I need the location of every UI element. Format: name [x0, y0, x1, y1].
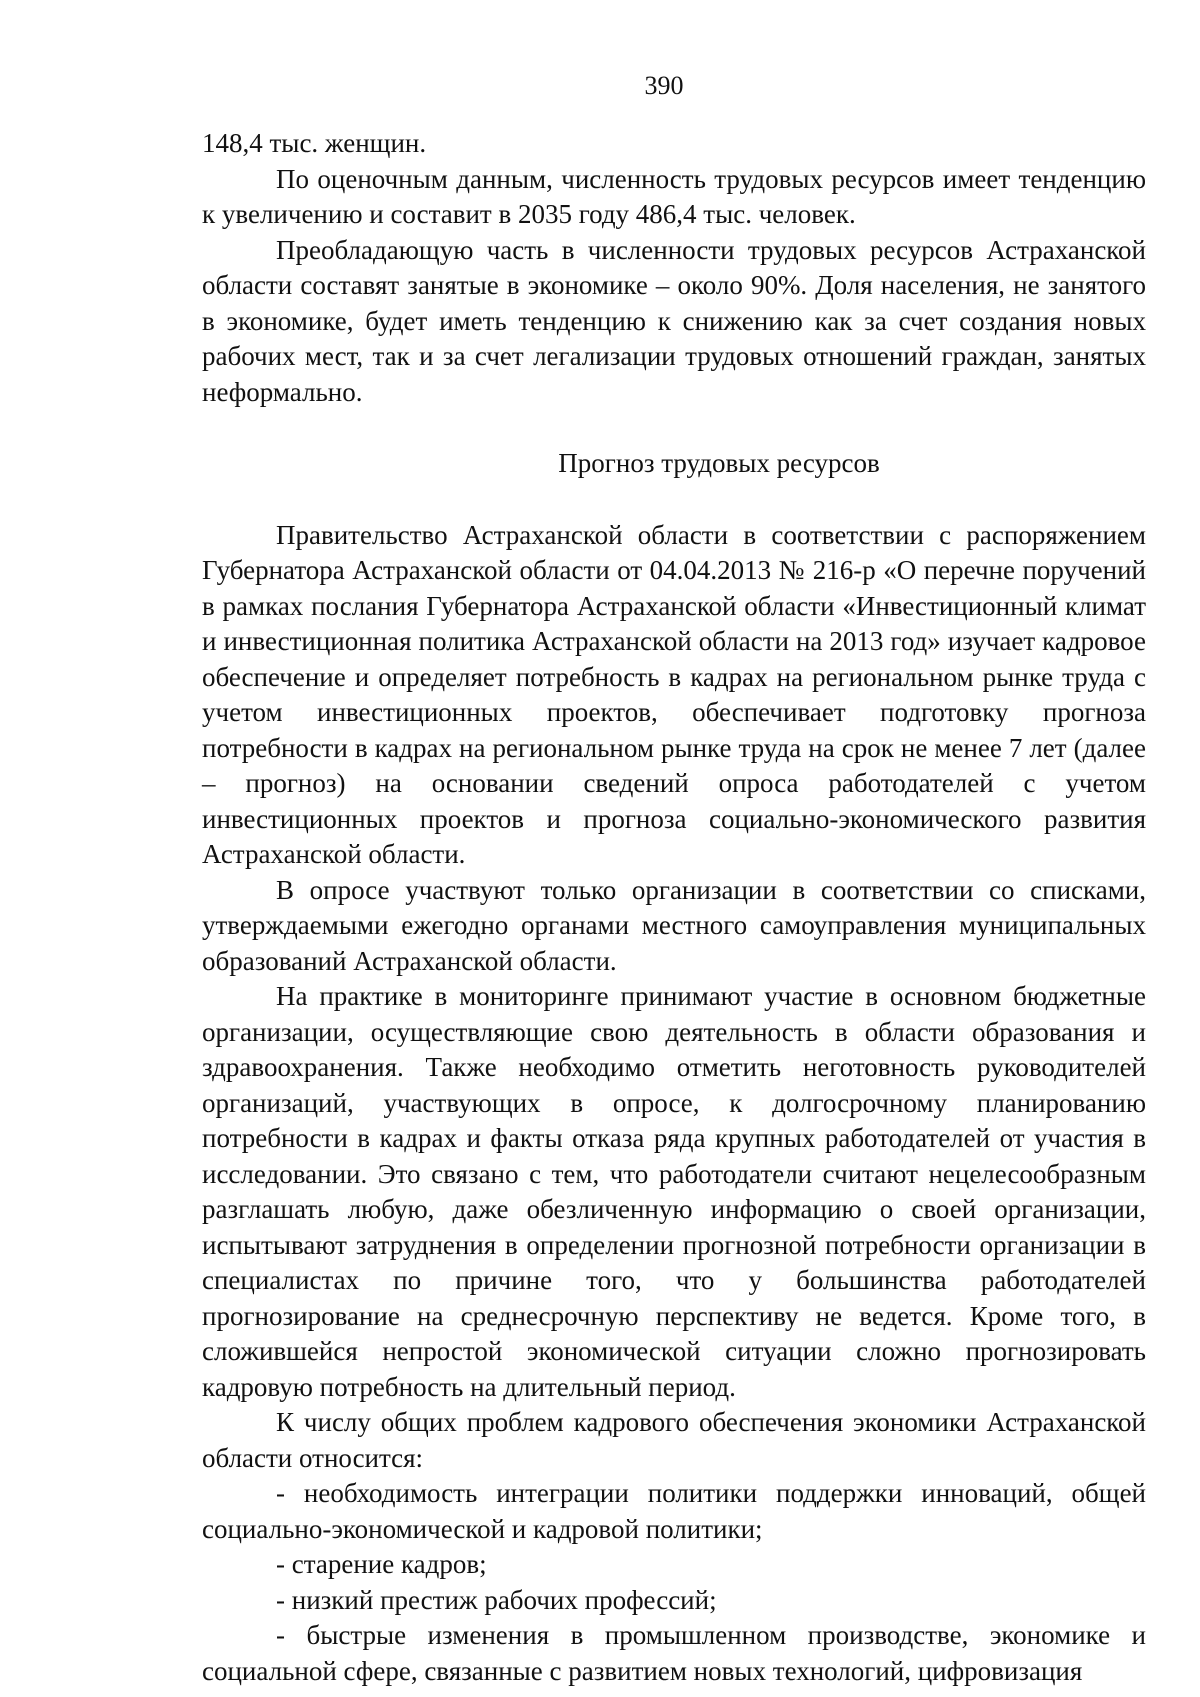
document-body [202, 126, 1146, 1689]
paragraph-common-problems: К числу общих проблем кадрового обеспечения экономики Астраханской области относится: [202, 1407, 1146, 1473]
paragraph-monitoring-practice: На практике в мониторинге принимают участие в основном бюджетные организации, осуществляющие свою деятельность в области образования и здравоохранения. Также необходимо отметить неготовность руководителей организаций, участвующих в опросе, к долгосрочному планированию потребности в кадрах и факты отказа ряда крупных работодателей от участия в исследовании. Это связано с тем, что работодатели считают нецелесообразным разглашать любую, даже обезличенную информацию о своей организации, испытывают затруднения в определении прогнозной потребности организации в специалистах по причине того, что у большинства работодателей прогнозирование на среднесрочную перспективу не ведется. Кроме того, в сложившейся непростой экономической ситуации сложно прогнозировать кадровую потребность на длительный период. [202, 981, 1146, 1402]
list-item: - старение кадров; [276, 1549, 487, 1579]
paragraph-government-order: Правительство Астраханской области в соответствии с распоряжением Губернатора Астраханской области от 04.04.2013 № 216-р «О перечне поручений в рамках послания Губернатора Астраханской области «Инвестиционный климат и инвестиционная политика Астраханской области на 2013 год» изучает кадровое обеспечение и определяет потребность в кадрах на региональном рынке труда с учетом инвестиционных проектов, обеспечивает подготовку прогноза потребности в кадрах на региональном рынке труда на срок не менее 7 лет (далее – прогноз) на основании сведений опроса работодателей с учетом инвестиционных проектов и прогноза социально-экономического развития Астраханской области. [202, 519, 1146, 869]
list-item: - необходимость интеграции политики поддержки инноваций, общей социально-экономической и кадровой политики; [202, 1478, 1146, 1544]
paragraph-survey-participants: В опросе участвуют только организации в соответствии со списками, утверждаемыми ежегодно органами местного самоуправления муниципальных образований Астраханской области. [202, 874, 1146, 976]
section-title: Прогноз трудовых ресурсов [558, 448, 880, 478]
paragraph-employment-share: Преобладающую часть в численности трудовых ресурсов Астраханской области составят занятые в экономике – около 90%. Доля населения, не занятого в экономике, будет иметь тенденцию к снижению как за счет создания новых рабочих мест, так и за счет легализации трудовых отношений граждан, занятых неформально. [202, 234, 1146, 407]
page-number: 390 [644, 71, 684, 100]
problems-list [202, 1476, 1146, 1689]
list-item: - быстрые изменения в промышленном производстве, экономике и социальной сфере, связанные с развитием новых технологий, цифровизация [202, 1620, 1146, 1686]
paragraph-continuation: 148,4 тыс. женщин. [202, 128, 427, 158]
list-item: - низкий престиж рабочих профессий; [276, 1584, 717, 1615]
paragraph-labor-forecast: По оценочным данным, численность трудовых ресурсов имеет тенденцию к увеличению и составит в 2035 году 486,4 тыс. человек. [202, 163, 1146, 229]
